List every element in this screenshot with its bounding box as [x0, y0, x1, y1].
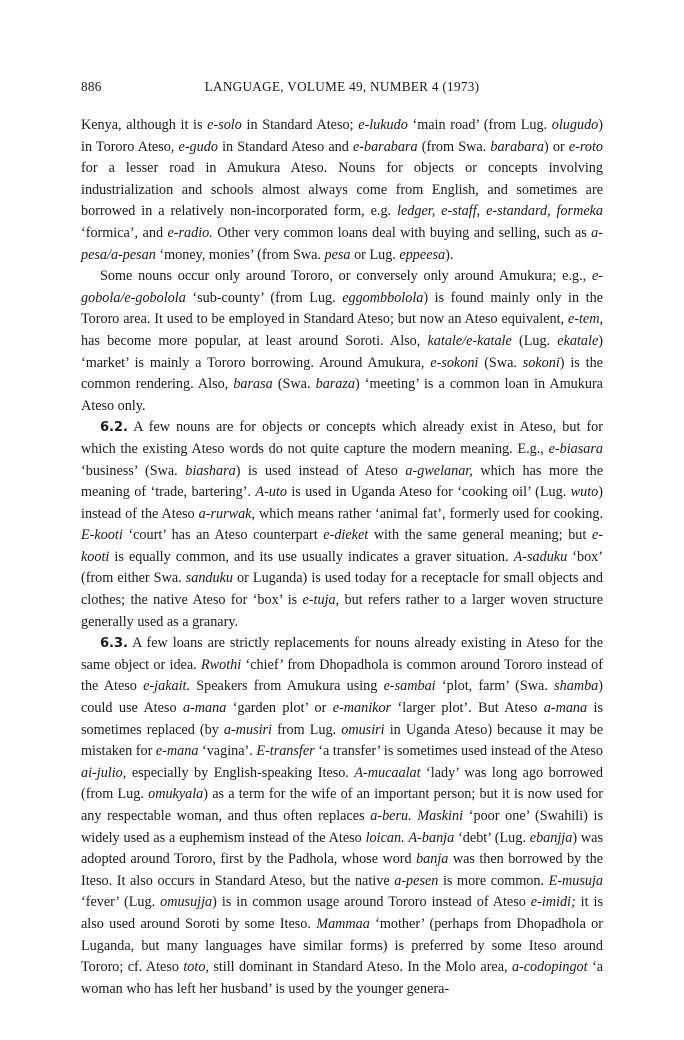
- text-run: ‘mother’ (perhaps from Dhopadhola or Luganda, but many languages have similar forms) is preferred by some Iteso around Tororo; cf. Ateso: [81, 915, 603, 976]
- cited-term: e-radio.: [167, 224, 213, 241]
- cited-term: e-kooti: [81, 527, 603, 565]
- cited-term: ebanjja: [529, 829, 573, 846]
- cited-term: E-kooti: [81, 527, 123, 544]
- text-run: ‘box’ (from either Swa.: [81, 548, 603, 587]
- cited-term: e-biasara: [548, 440, 603, 457]
- text-run: for a lesser road in Amukura Ateso. Nouns for objects or concepts involving industrialization and schools almost always come from English, and sometimes are borrowed in a relatively non-incorporated form, e.g.: [81, 160, 603, 220]
- cited-term: e-lukudo: [358, 117, 408, 133]
- cited-term: sokoni: [522, 354, 560, 371]
- cited-term: a-musiri: [223, 721, 272, 738]
- cited-term: e-gudo: [178, 138, 218, 155]
- text-run: ) is the common rendering. Also,: [81, 354, 603, 393]
- cited-term: a-beru.: [370, 808, 412, 824]
- cited-term: ledger, e-staff, e-standard, formeka: [397, 203, 604, 220]
- cited-term: wuto: [570, 484, 599, 501]
- text-run: with the same general meaning; but: [368, 527, 592, 544]
- paragraph: [81, 633, 603, 1000]
- text-run: is used in Uganda Ateso for ‘cooking oil’ (Lug.: [286, 484, 571, 501]
- text-run: ‘formica’, and: [81, 224, 168, 241]
- cited-term: katale/e-katale: [427, 332, 512, 349]
- cited-term: ekatale: [557, 332, 599, 349]
- text-run: ‘fever’ (Lug.: [81, 894, 161, 911]
- text-run: in Standard Ateso;: [241, 117, 359, 133]
- text-run: or Luganda) is used today for a receptacle for small objects and clothes; the native Ateso for ‘box’ is: [81, 570, 603, 609]
- text-run: ) as a term for the wife of an important person; but it is now used for any respectable woman, and thus often replaces: [81, 786, 603, 824]
- text-run: Other very common loans deal with buying and selling, such as: [212, 224, 592, 241]
- text-run: ‘garden plot’ or: [226, 700, 333, 717]
- text-run: especially by English-speaking Iteso.: [126, 764, 355, 781]
- text-run: Speakers from Amukura using: [190, 678, 384, 695]
- cited-term: baraza: [315, 376, 356, 393]
- text-run: ‘chief’ from Dhopadhola is common around Tororo instead of the Ateso: [81, 656, 603, 695]
- cited-term: e-manikor: [332, 700, 392, 717]
- text-run: ‘vagina’.: [198, 743, 257, 760]
- section-number: 6.3.: [100, 636, 128, 652]
- text-run: in Uganda Ateso) because it may be mistaken for: [81, 721, 604, 760]
- cited-term: barabara: [490, 138, 544, 155]
- text-run: A few loans are strictly replacements for nouns already existing in Ateso for the same object or idea.: [81, 635, 603, 673]
- text-run: ) is in common usage around Tororo instead of Ateso: [212, 894, 531, 911]
- cited-term: omusujja: [160, 894, 213, 911]
- cited-term: eppeesa: [399, 246, 446, 263]
- text-run: ‘poor one’ (Swahili) is widely used as a euphemism instead of the Ateso: [81, 808, 603, 846]
- text-run: (Swa.: [478, 354, 523, 371]
- text-run: ) could use Ateso: [81, 678, 603, 717]
- cited-term: barasa: [233, 376, 273, 393]
- page-header: [81, 76, 603, 98]
- section-number: 6.2.: [100, 420, 128, 436]
- paragraph: [81, 417, 603, 633]
- body-text: [81, 115, 603, 1000]
- text-run: ) instead of the Ateso: [81, 484, 603, 522]
- cited-term: e-barabara: [352, 138, 418, 155]
- cited-term: A-saduku: [513, 548, 568, 565]
- running-head: LANGUAGE, VOLUME 49, NUMBER 4 (1973): [204, 79, 480, 94]
- text-run: is equally common, and its use usually indicates a graver situation.: [109, 548, 514, 565]
- text-run: which has more the meaning of ‘trade, bartering’.: [81, 462, 603, 501]
- cited-term: e-imidi;: [530, 894, 576, 911]
- text-run: ) in Tororo Ateso,: [81, 117, 603, 155]
- cited-term: A-mucaalat: [354, 764, 421, 781]
- text-run: ‘main road’ (from Lug.: [407, 117, 552, 133]
- cited-term: e-sokoni: [430, 354, 479, 371]
- text-run: ‘debt’ (Lug.: [454, 829, 530, 846]
- text-run: Kenya, although it is: [81, 117, 208, 133]
- text-run: is sometimes replaced (by: [81, 700, 603, 738]
- text-run: ‘lady’ was long ago borrowed (from Lug.: [81, 764, 603, 803]
- cited-term: a-mana: [543, 700, 588, 717]
- cited-term: shamba: [554, 678, 599, 695]
- text-run: ‘larger plot’. But Ateso: [391, 700, 544, 717]
- cited-term: eggombbolola: [342, 289, 424, 306]
- text-run: ‘a woman who has left her husband’ is used by the younger genera-: [81, 959, 603, 997]
- text-run: from Lug.: [272, 721, 342, 738]
- text-run: ).: [445, 246, 454, 263]
- cited-term: E-musuja: [548, 872, 603, 889]
- text-run: (Swa.: [272, 376, 316, 393]
- cited-term: E-transfer: [256, 743, 315, 760]
- text-run: was then borrowed by the Iteso. It also occurs in Standard Ateso, but the native: [81, 851, 603, 889]
- cited-term: olugudo: [551, 117, 599, 133]
- text-run: ‘sub-county’ (from Lug.: [185, 289, 343, 306]
- paragraph: [81, 266, 603, 417]
- cited-term: sanduku: [185, 570, 234, 587]
- cited-term: a-codopingot: [511, 959, 588, 976]
- cited-term: e-gobola/e-gobolola: [81, 268, 603, 306]
- cited-term: e-sambai: [383, 678, 436, 695]
- cited-term: e-roto: [568, 138, 603, 155]
- cited-term: e-tem,: [567, 311, 603, 328]
- text-run: ) is used instead of Ateso: [235, 462, 406, 479]
- cited-term: omukyala: [148, 786, 204, 803]
- text-run: still dominant in Standard Ateso. In the Molo area,: [208, 959, 512, 976]
- cited-term: a-pesa/a-pesan: [81, 224, 603, 263]
- text-run: ‘business’ (Swa.: [81, 462, 186, 479]
- cited-term: Maskini: [417, 808, 464, 824]
- text-run: is more common.: [438, 872, 549, 889]
- text-run: has become more popular, at least around Soroti. Also,: [81, 332, 428, 349]
- text-run: ) ‘meeting’ is a common loan in Amukura Ateso only.: [81, 376, 603, 414]
- cited-term: a-gwelanar,: [405, 462, 473, 479]
- cited-term: A-banja: [408, 829, 455, 846]
- text-run: ) is found mainly only in the Tororo area. It used to be employed in Standard Ateso; but now an Ateso equivalent,: [81, 289, 603, 328]
- cited-term: ai-julio,: [81, 764, 127, 781]
- cited-term: e-tuja,: [302, 592, 340, 609]
- paragraph: [81, 115, 603, 266]
- text-run: Some nouns occur only around Tororo, or conversely only around Amukura; e.g.,: [100, 268, 592, 285]
- cited-term: banja: [416, 851, 449, 868]
- cited-term: omusiri: [341, 721, 385, 738]
- cited-term: e-mana: [155, 743, 199, 760]
- text-run: in Standard Ateso and: [217, 138, 353, 155]
- cited-term: Mammaa: [316, 915, 370, 932]
- text-run: but refers rather to a larger woven structure generally used as a granary.: [81, 592, 603, 630]
- text-run: ‘plot, farm’ (Swa.: [435, 678, 555, 695]
- text-run: ‘court’ has an Ateso counterpart: [122, 527, 324, 544]
- cited-term: e-solo: [207, 117, 242, 133]
- text-run: ) or: [543, 138, 569, 155]
- cited-term: loican.: [365, 829, 405, 846]
- text-run: (Lug.: [511, 332, 558, 349]
- cited-term: toto,: [183, 959, 209, 976]
- page-number: 886: [81, 79, 102, 94]
- cited-term: a-rurwak,: [198, 505, 256, 522]
- text-run: ) ‘market’ is mainly a Tororo borrowing. Around Amukura,: [81, 332, 603, 371]
- text-run: ‘a transfer’ is sometimes used instead of the Ateso: [314, 743, 603, 760]
- cited-term: a-mana: [182, 700, 227, 717]
- cited-term: e-dieket: [323, 527, 369, 544]
- cited-term: biashara: [185, 462, 236, 479]
- cited-term: A-uto: [255, 484, 287, 501]
- cited-term: a-pesen: [394, 872, 439, 889]
- cited-term: e-jakait.: [143, 678, 191, 695]
- text-run: it is also used around Soroti by some Iteso.: [81, 894, 603, 932]
- text-run: ) was adopted around Tororo, first by the Padhola, whose word: [81, 829, 603, 868]
- text-run: (from Swa.: [417, 138, 491, 155]
- cited-term: Rwothi: [201, 656, 242, 673]
- journal-page: [81, 76, 603, 1000]
- text-run: A few nouns are for objects or concepts which already exist in Ateso, but for which the existing Ateso words do not quite capture the modern meaning. E.g.,: [81, 419, 603, 457]
- text-run: or Lug.: [350, 246, 400, 263]
- text-run: ‘money, monies’ (from Swa.: [155, 246, 325, 263]
- cited-term: pesa: [324, 246, 351, 263]
- text-run: which means rather ‘animal fat’, formerly used for cooking.: [255, 505, 603, 522]
